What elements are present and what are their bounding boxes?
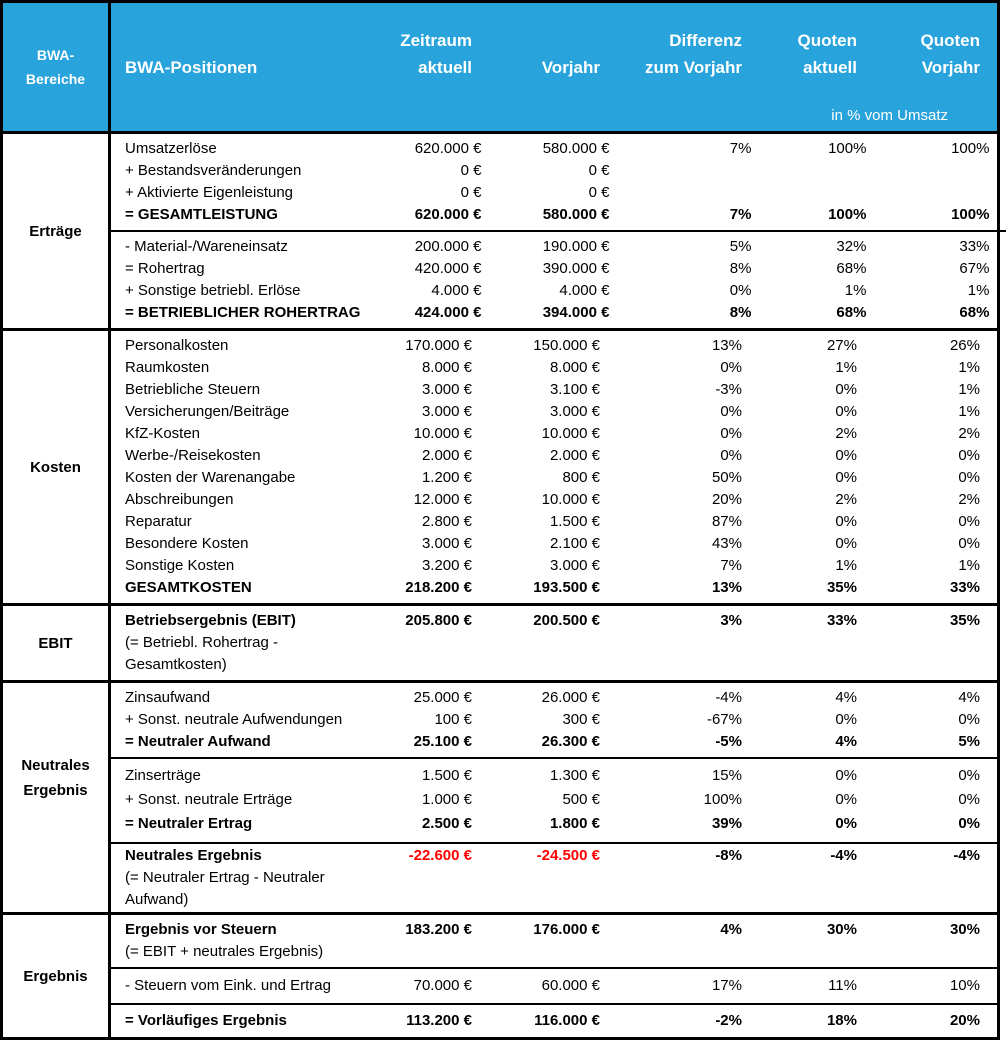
- cell-quote-aktuell: 0%: [835, 447, 857, 464]
- cell-quote-vorjahr: 33%: [959, 238, 990, 255]
- table-row: [111, 182, 1006, 204]
- cell-differenz-zum-vorjahr: 8%: [729, 304, 752, 321]
- table-row: [111, 975, 997, 997]
- cell-vorjahr: 580.000 €: [542, 206, 610, 223]
- table-row: [111, 919, 997, 941]
- cell-quote-vorjahr: 20%: [949, 1012, 980, 1029]
- cell-differenz-zum-vorjahr: 7%: [729, 206, 752, 223]
- cell-position-name: Zinsaufwand: [125, 689, 211, 706]
- cell-zeitraum-aktuell: 12.000 €: [413, 491, 472, 508]
- header-columns: [111, 3, 997, 131]
- cell-quote-aktuell: [742, 941, 857, 963]
- cell-zeitraum-aktuell: 218.200 €: [405, 579, 472, 596]
- cell-quote-aktuell: 1%: [835, 557, 857, 574]
- cell-vorjahr: [472, 867, 600, 889]
- table-row: [111, 138, 1006, 160]
- section-label-ertraege: [3, 134, 111, 328]
- cell-position-name: - Material-/Wareneinsatz: [125, 238, 288, 255]
- cell-quote-aktuell: [751, 160, 866, 182]
- table-row: [111, 533, 997, 555]
- cell-quote-aktuell: 2%: [835, 491, 857, 508]
- cell-vorjahr: 10.000 €: [541, 491, 600, 508]
- cell-position-name: + Sonst. neutrale Erträge: [125, 791, 293, 808]
- section-ebit: [3, 606, 997, 683]
- cell-quote-vorjahr: 1%: [958, 381, 980, 398]
- cell-quote-vorjahr: 10%: [949, 977, 980, 994]
- table-row: [111, 423, 997, 445]
- section-ergebnis: [3, 915, 997, 1037]
- cell-quote-aktuell: 100%: [828, 140, 867, 157]
- cell-vorjahr: 4.000 €: [559, 282, 610, 299]
- cell-quote-vorjahr: [857, 941, 980, 963]
- cell-quote-vorjahr: 0%: [958, 447, 980, 464]
- cell-vorjahr: 300 €: [562, 711, 600, 728]
- cell-differenz-zum-vorjahr: 8%: [729, 260, 752, 277]
- cell-quote-aktuell: 4%: [835, 733, 857, 750]
- cell-differenz-zum-vorjahr: 100%: [703, 791, 742, 808]
- cell-quote-vorjahr: 100%: [951, 206, 990, 223]
- cell-position-name: = GESAMTLEISTUNG: [125, 206, 278, 223]
- row-block: [111, 331, 997, 603]
- cell-quote-aktuell: 32%: [836, 238, 867, 255]
- cell-differenz-zum-vorjahr: -67%: [706, 711, 742, 728]
- cell-differenz-zum-vorjahr: 20%: [711, 491, 742, 508]
- cell-zeitraum-aktuell: 424.000 €: [414, 304, 482, 321]
- cell-differenz-zum-vorjahr: 13%: [711, 337, 742, 354]
- row-block: [111, 232, 1006, 328]
- cell-zeitraum-aktuell: 0 €: [460, 184, 482, 201]
- header-bwa-bereiche-line1: BWA-: [36, 47, 75, 63]
- cell-vorjahr: 10.000 €: [541, 425, 600, 442]
- table-row: [111, 160, 1006, 182]
- cell-vorjahr: 200.500 €: [533, 612, 600, 629]
- cell-position-name: = Neutraler Aufwand: [125, 733, 271, 750]
- cell-position-name: Werbe-/Reisekosten: [125, 447, 261, 464]
- cell-quote-aktuell: 27%: [826, 337, 857, 354]
- cell-position-name: Abschreibungen: [125, 491, 234, 508]
- table-row: [111, 379, 997, 401]
- cell-quote-aktuell: 0%: [835, 403, 857, 420]
- cell-differenz-zum-vorjahr: [600, 867, 742, 889]
- cell-differenz-zum-vorjahr: [609, 160, 751, 182]
- section-label-line: EBIT: [38, 634, 73, 652]
- cell-vorjahr: [472, 941, 600, 963]
- cell-quote-aktuell: [751, 182, 866, 204]
- section-label-line: Neutrales: [21, 756, 90, 774]
- cell-quote-aktuell: [742, 889, 857, 911]
- cell-differenz-zum-vorjahr: 0%: [720, 403, 742, 420]
- cell-differenz-zum-vorjahr: 87%: [711, 513, 742, 530]
- cell-position-name: Personalkosten: [125, 337, 229, 354]
- cell-position-name: = BETRIEBLICHER ROHERTRAG: [125, 304, 361, 321]
- row-block: [111, 134, 1006, 232]
- row-block: [111, 1005, 997, 1037]
- cell-zeitraum-aktuell: 2.500 €: [421, 815, 472, 832]
- cell-zeitraum-aktuell: 2.800 €: [421, 513, 472, 530]
- cell-zeitraum-aktuell: 0 €: [460, 162, 482, 179]
- cell-quote-aktuell: 2%: [835, 425, 857, 442]
- section-rows-kosten: [111, 331, 997, 603]
- cell-vorjahr: [472, 654, 600, 676]
- cell-differenz-zum-vorjahr: 0%: [720, 359, 742, 376]
- cell-quote-aktuell: 0%: [835, 767, 857, 784]
- cell-vorjahr: 26.300 €: [541, 733, 600, 750]
- cell-zeitraum-aktuell: 25.000 €: [413, 689, 472, 706]
- cell-vorjahr: 3.000 €: [549, 403, 600, 420]
- cell-vorjahr: 60.000 €: [541, 977, 600, 994]
- table-row: [111, 788, 997, 812]
- cell-position-name: + Sonstige betriebl. Erlöse: [125, 282, 301, 299]
- table-row: [111, 445, 997, 467]
- cell-quote-vorjahr: [857, 867, 980, 889]
- table-row: [111, 204, 1006, 226]
- cell-quote-vorjahr: 0%: [958, 469, 980, 486]
- cell-differenz-zum-vorjahr: 7%: [729, 140, 752, 157]
- cell-quote-aktuell: [742, 867, 857, 889]
- cell-vorjahr: 0 €: [588, 162, 610, 179]
- cell-differenz-zum-vorjahr: 5%: [729, 238, 752, 255]
- header-zeitraum-aktuell: Zeitraum aktuell: [400, 31, 472, 77]
- table-row: [111, 467, 997, 489]
- cell-zeitraum-aktuell: 25.100 €: [413, 733, 472, 750]
- cell-differenz-zum-vorjahr: 0%: [720, 447, 742, 464]
- cell-vorjahr: 176.000 €: [533, 921, 600, 938]
- cell-vorjahr: [472, 889, 600, 911]
- cell-position-name: Sonstige Kosten: [125, 557, 235, 574]
- table-row: [111, 280, 1006, 302]
- header-row: [111, 3, 997, 77]
- table-row: [111, 1010, 997, 1032]
- table-row: [111, 302, 1006, 324]
- cell-differenz-zum-vorjahr: 17%: [711, 977, 742, 994]
- cell-differenz-zum-vorjahr: [600, 632, 742, 654]
- cell-position-name: Betriebliche Steuern: [125, 381, 261, 398]
- cell-vorjahr: 193.500 €: [533, 579, 600, 596]
- cell-zeitraum-aktuell: 200.000 €: [414, 238, 482, 255]
- section-label-line: Erträge: [29, 222, 82, 240]
- cell-vorjahr: 190.000 €: [542, 238, 610, 255]
- table-row: [111, 731, 997, 753]
- cell-quote-vorjahr: 0%: [958, 513, 980, 530]
- cell-note: (= Betriebl. Rohertrag -: [125, 634, 278, 651]
- cell-quote-vorjahr: 68%: [959, 304, 990, 321]
- cell-note: Gesamtkosten): [125, 656, 227, 673]
- cell-quote-vorjahr: 4%: [958, 689, 980, 706]
- cell-quote-aktuell: 68%: [836, 260, 867, 277]
- cell-position-name: = Rohertrag: [125, 260, 205, 277]
- cell-quote-vorjahr: [857, 889, 980, 911]
- cell-differenz-zum-vorjahr: 0%: [720, 425, 742, 442]
- cell-quote-vorjahr: 0%: [958, 791, 980, 808]
- cell-zeitraum-aktuell: 8.000 €: [421, 359, 472, 376]
- table-row: [111, 236, 1006, 258]
- cell-quote-vorjahr: 35%: [949, 612, 980, 629]
- cell-quote-vorjahr: 1%: [958, 557, 980, 574]
- cell-zeitraum-aktuell: 3.000 €: [421, 403, 472, 420]
- row-block: [111, 969, 997, 1005]
- cell-quote-vorjahr: 30%: [949, 921, 980, 938]
- table-row: [111, 258, 1006, 280]
- cell-position-name: Zinserträge: [125, 767, 201, 784]
- cell-differenz-zum-vorjahr: -2%: [715, 1012, 742, 1029]
- cell-zeitraum-aktuell: 1.000 €: [421, 791, 472, 808]
- table-row: [111, 610, 997, 632]
- section-ertraege: [3, 134, 997, 331]
- table-row: [111, 357, 997, 379]
- cell-vorjahr: 8.000 €: [549, 359, 600, 376]
- cell-position-name: Neutrales Ergebnis: [125, 847, 262, 864]
- cell-note: (= EBIT + neutrales Ergebnis): [125, 943, 324, 960]
- cell-vorjahr: 2.000 €: [549, 447, 600, 464]
- cell-vorjahr: 150.000 €: [533, 337, 600, 354]
- cell-quote-vorjahr: -4%: [953, 847, 980, 864]
- cell-vorjahr: [472, 632, 600, 654]
- table-row: [111, 401, 997, 423]
- cell-zeitraum-aktuell: 170.000 €: [405, 337, 472, 354]
- cell-zeitraum-aktuell: 10.000 €: [413, 425, 472, 442]
- section-label-kosten: [3, 331, 111, 603]
- cell-quote-vorjahr: 2%: [958, 425, 980, 442]
- cell-zeitraum-aktuell: 183.200 €: [405, 921, 472, 938]
- cell-vorjahr: 390.000 €: [542, 260, 610, 277]
- cell-differenz-zum-vorjahr: 13%: [711, 579, 742, 596]
- section-label-ebit: [3, 606, 111, 680]
- cell-position-name: GESAMTKOSTEN: [125, 579, 252, 596]
- cell-quote-vorjahr: 1%: [958, 359, 980, 376]
- cell-position-name: + Aktivierte Eigenleistung: [125, 184, 294, 201]
- section-neutrales-ergebnis: [3, 683, 997, 915]
- cell-quote-vorjahr: 26%: [949, 337, 980, 354]
- cell-differenz-zum-vorjahr: 4%: [720, 921, 742, 938]
- table-row-note: [111, 889, 997, 911]
- section-rows-neutrales-ergebnis: [111, 683, 997, 912]
- header-bwa-bereiche-line2: Bereiche: [25, 71, 86, 87]
- cell-quote-vorjahr: 0%: [958, 711, 980, 728]
- cell-vorjahr: 1.500 €: [549, 513, 600, 530]
- cell-position-name: = Vorläufiges Ergebnis: [125, 1012, 287, 1029]
- row-block: [111, 915, 997, 969]
- cell-zeitraum-aktuell: 420.000 €: [414, 260, 482, 277]
- cell-differenz-zum-vorjahr: 0%: [729, 282, 752, 299]
- cell-quote-aktuell: 0%: [835, 815, 857, 832]
- cell-zeitraum-aktuell: [351, 889, 472, 911]
- table-row: [111, 511, 997, 533]
- cell-quote-vorjahr: 1%: [958, 403, 980, 420]
- cell-vorjahr: 394.000 €: [542, 304, 610, 321]
- cell-vorjahr: 0 €: [588, 184, 610, 201]
- cell-zeitraum-aktuell: 4.000 €: [431, 282, 482, 299]
- cell-quote-aktuell: 35%: [826, 579, 857, 596]
- cell-quote-aktuell: 18%: [826, 1012, 857, 1029]
- row-block: [111, 606, 997, 680]
- cell-zeitraum-aktuell: 2.000 €: [421, 447, 472, 464]
- cell-quote-aktuell: 68%: [836, 304, 867, 321]
- cell-quote-aktuell: 4%: [835, 689, 857, 706]
- cell-zeitraum-aktuell: 620.000 €: [414, 140, 482, 157]
- table-row-note: [111, 654, 997, 676]
- cell-quote-vorjahr: 0%: [958, 815, 980, 832]
- cell-quote-vorjahr: 0%: [958, 535, 980, 552]
- cell-differenz-zum-vorjahr: -8%: [715, 847, 742, 864]
- table-row: [111, 845, 997, 867]
- cell-position-name: + Sonst. neutrale Aufwendungen: [125, 711, 343, 728]
- cell-position-name: - Steuern vom Eink. und Ertrag: [125, 977, 331, 994]
- cell-differenz-zum-vorjahr: 39%: [711, 815, 742, 832]
- cell-differenz-zum-vorjahr: 15%: [711, 767, 742, 784]
- cell-quote-aktuell: 100%: [828, 206, 867, 223]
- cell-quote-vorjahr: 67%: [959, 260, 990, 277]
- section-label-neutrales-ergebnis: [3, 683, 111, 912]
- cell-differenz-zum-vorjahr: [600, 654, 742, 676]
- cell-zeitraum-aktuell: 3.000 €: [421, 535, 472, 552]
- table-row: [111, 489, 997, 511]
- cell-quote-aktuell: -4%: [830, 847, 857, 864]
- row-block: [111, 759, 997, 844]
- cell-vorjahr: 116.000 €: [534, 1012, 600, 1029]
- cell-zeitraum-aktuell: 70.000 €: [413, 977, 472, 994]
- cell-quote-vorjahr: [857, 654, 980, 676]
- section-rows-ergebnis: [111, 915, 997, 1037]
- cell-position-name: Betriebsergebnis (EBIT): [125, 612, 296, 629]
- cell-differenz-zum-vorjahr: -3%: [715, 381, 742, 398]
- cell-position-name: Besondere Kosten: [125, 535, 249, 552]
- cell-differenz-zum-vorjahr: 43%: [711, 535, 742, 552]
- cell-vorjahr: 26.000 €: [541, 689, 600, 706]
- header-bwa-bereiche: [3, 3, 111, 131]
- cell-vorjahr: 580.000 €: [542, 140, 610, 157]
- cell-quote-vorjahr: 0%: [958, 767, 980, 784]
- cell-position-name: Kosten der Warenangabe: [125, 469, 296, 486]
- cell-position-name: Raumkosten: [125, 359, 210, 376]
- section-label-line: Ergebnis: [23, 967, 88, 985]
- cell-vorjahr: 2.100 €: [549, 535, 600, 552]
- header-bwa-positionen: BWA-Positionen: [125, 58, 258, 77]
- cell-vorjahr: 1.300 €: [549, 767, 600, 784]
- cell-quote-vorjahr: 100%: [951, 140, 990, 157]
- section-kosten: [3, 331, 997, 606]
- table-row: [111, 577, 997, 599]
- cell-zeitraum-aktuell: [351, 867, 472, 889]
- section-label-line: Ergebnis: [23, 781, 88, 799]
- cell-zeitraum-aktuell: 205.800 €: [405, 612, 472, 629]
- cell-position-name: Reparatur: [125, 513, 192, 530]
- cell-quote-aktuell: 11%: [828, 977, 857, 994]
- section-label-ergebnis: [3, 915, 111, 1037]
- cell-position-name: KfZ-Kosten: [125, 425, 201, 442]
- cell-differenz-zum-vorjahr: 3%: [720, 612, 742, 629]
- cell-quote-aktuell: 0%: [835, 381, 857, 398]
- cell-quote-aktuell: 0%: [835, 513, 857, 530]
- cell-note: (= Neutraler Ertrag - Neutraler: [125, 869, 325, 886]
- cell-vorjahr: -24.500 €: [536, 847, 600, 864]
- header-quoten-aktuell: Quoten aktuell: [797, 31, 857, 77]
- cell-differenz-zum-vorjahr: [609, 182, 751, 204]
- table-row-note: [111, 867, 997, 889]
- row-block: [111, 844, 997, 912]
- cell-quote-vorjahr: 2%: [958, 491, 980, 508]
- table-row-note: [111, 941, 997, 963]
- cell-vorjahr: 1.800 €: [549, 815, 600, 832]
- cell-quote-aktuell: [742, 654, 857, 676]
- cell-quote-aktuell: 0%: [835, 535, 857, 552]
- table-row: [111, 812, 997, 836]
- cell-position-name: Ergebnis vor Steuern: [125, 921, 277, 938]
- cell-zeitraum-aktuell: [351, 941, 472, 963]
- cell-quote-aktuell: 33%: [826, 612, 857, 629]
- cell-position-name: = Neutraler Ertrag: [125, 815, 253, 832]
- cell-vorjahr: 800 €: [562, 469, 600, 486]
- cell-zeitraum-aktuell: 100 €: [434, 711, 472, 728]
- section-rows-ertraege: [111, 134, 1006, 328]
- section-label-line: Kosten: [30, 458, 81, 476]
- cell-position-name: + Bestandsveränderungen: [125, 162, 302, 179]
- cell-zeitraum-aktuell: 3.000 €: [421, 381, 472, 398]
- cell-quote-vorjahr: 33%: [949, 579, 980, 596]
- cell-zeitraum-aktuell: 113.200 €: [406, 1012, 472, 1029]
- cell-quote-aktuell: 1%: [844, 282, 867, 299]
- cell-vorjahr: 3.000 €: [549, 557, 600, 574]
- cell-zeitraum-aktuell: [351, 654, 472, 676]
- cell-vorjahr: 3.100 €: [549, 381, 600, 398]
- table-row: [111, 335, 997, 357]
- table-row: [111, 555, 997, 577]
- header-quoten-vorjahr: Quoten Vorjahr: [920, 31, 980, 77]
- section-rows-ebit: [111, 606, 997, 680]
- cell-zeitraum-aktuell: 3.200 €: [421, 557, 472, 574]
- cell-quote-aktuell: 0%: [835, 711, 857, 728]
- header-differenz-zum-vorjahr: Differenz zum Vorjahr: [645, 31, 742, 77]
- table-row: [111, 709, 997, 731]
- cell-differenz-zum-vorjahr: -5%: [715, 733, 742, 750]
- header-subtitle: in % vom Umsatz: [831, 107, 948, 124]
- cell-zeitraum-aktuell: [351, 632, 472, 654]
- table-header: [3, 3, 997, 134]
- cell-zeitraum-aktuell: -22.600 €: [408, 847, 472, 864]
- cell-zeitraum-aktuell: 620.000 €: [414, 206, 482, 223]
- header-vorjahr: Vorjahr: [541, 58, 600, 77]
- cell-quote-vorjahr: 1%: [967, 282, 990, 299]
- table-row: [111, 687, 997, 709]
- cell-differenz-zum-vorjahr: [600, 941, 742, 963]
- table-row: [111, 764, 997, 788]
- cell-differenz-zum-vorjahr: 50%: [711, 469, 742, 486]
- cell-vorjahr: 500 €: [562, 791, 600, 808]
- cell-quote-vorjahr: [866, 160, 989, 182]
- cell-quote-aktuell: 30%: [826, 921, 857, 938]
- cell-quote-aktuell: 1%: [835, 359, 857, 376]
- cell-zeitraum-aktuell: 1.200 €: [421, 469, 472, 486]
- cell-quote-vorjahr: [866, 182, 989, 204]
- cell-zeitraum-aktuell: 1.500 €: [421, 767, 472, 784]
- cell-differenz-zum-vorjahr: 7%: [720, 557, 742, 574]
- cell-position-name: Versicherungen/Beiträge: [125, 403, 290, 420]
- cell-differenz-zum-vorjahr: [600, 889, 742, 911]
- cell-quote-aktuell: 0%: [835, 791, 857, 808]
- cell-position-name: Umsatzerlöse: [125, 140, 217, 157]
- cell-quote-aktuell: 0%: [835, 469, 857, 486]
- cell-differenz-zum-vorjahr: -4%: [715, 689, 742, 706]
- cell-quote-vorjahr: 5%: [958, 733, 980, 750]
- cell-note: Aufwand): [125, 891, 189, 908]
- cell-quote-aktuell: [742, 632, 857, 654]
- cell-quote-vorjahr: [857, 632, 980, 654]
- row-block: [111, 683, 997, 759]
- table-row-note: [111, 632, 997, 654]
